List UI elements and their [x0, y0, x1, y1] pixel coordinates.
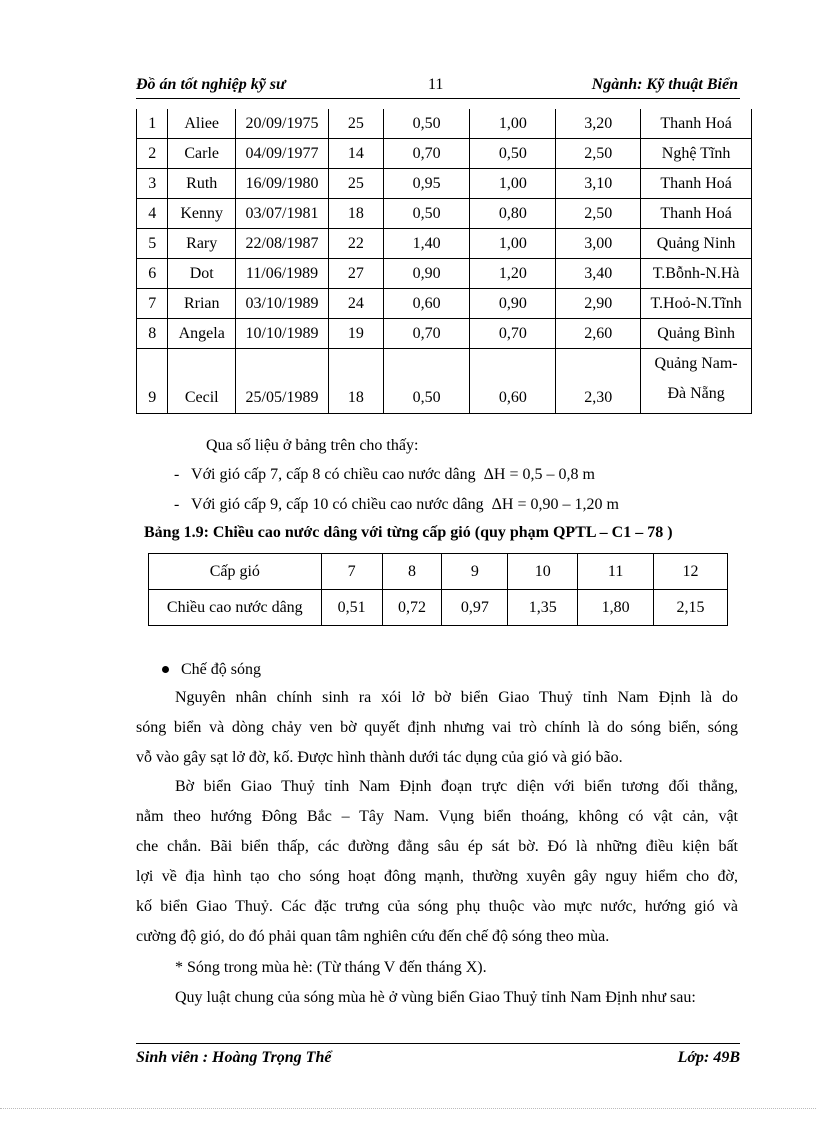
table-cell: 0,70	[383, 139, 470, 169]
table-cell: 10/10/1989	[236, 319, 329, 349]
table-cell: Cấp gió	[149, 554, 322, 590]
table-cell	[641, 349, 752, 414]
para2-line: kố biển Giao Thuỷ. Các đặc trưng của sóng phụ thuộc vào mực nước, hướng gió và	[136, 898, 738, 915]
table-cell: 0,70	[470, 319, 556, 349]
table-cell: 1,20	[470, 259, 556, 289]
table-cell: 2,50	[556, 199, 641, 229]
table-cell: 2,90	[556, 289, 641, 319]
table-cell: 1,40	[383, 229, 470, 259]
table-cell: 0,50	[383, 109, 470, 139]
intro-text: Qua số liệu ở bảng trên cho thấy:	[206, 437, 419, 454]
header-right: Ngành: Kỹ thuật Biển	[591, 76, 738, 93]
table-cell: 03/07/1981	[236, 199, 329, 229]
page-header	[136, 74, 738, 98]
table-cell: 25/05/1989	[236, 349, 329, 414]
table-cell: 0,60	[383, 289, 470, 319]
table-cell: 7	[321, 554, 382, 590]
table-cell: 18	[328, 349, 383, 414]
table-cell: 24	[328, 289, 383, 319]
table-row	[137, 349, 752, 414]
header-left: Đồ án tốt nghiệp kỹ sư	[136, 76, 286, 93]
table-row	[137, 229, 752, 259]
table-cell: 22	[328, 229, 383, 259]
table-cell: 12	[654, 554, 728, 590]
table-cell: 3,40	[556, 259, 641, 289]
section-heading	[162, 660, 261, 680]
table-cell: 0,50	[470, 139, 556, 169]
table-cell: Kenny	[168, 199, 236, 229]
para2-line: lợi về địa hình tạo cho sóng hoạt đông mạnh, thường xuyên gây nguy hiểm cho đờ,	[136, 868, 738, 885]
table-cell: 16/09/1980	[236, 169, 329, 199]
table-row	[137, 319, 752, 349]
table-cell: 0,50	[383, 199, 470, 229]
para1-line: vỗ vào gây sạt lở đờ, kố. Được hình thành dưới tác dụng của gió và gió bão.	[136, 749, 623, 766]
table-cell: Thanh Hoá	[641, 169, 752, 199]
table-cell: 22/08/1987	[236, 229, 329, 259]
para1-line: sóng biển và dòng chảy ven bờ quyết định nhưng vai trò chính là do sóng biển, sóng	[136, 719, 738, 736]
table-row	[137, 139, 752, 169]
table-cell: 2,30	[556, 349, 641, 414]
table-cell: 20/09/1975	[236, 109, 329, 139]
header-rule	[136, 98, 740, 99]
para2-line: cường độ gió, do đó phải quan tâm nghiên cứu đến chế độ sóng theo mùa.	[136, 928, 610, 945]
table-cell: 0,60	[470, 349, 556, 414]
table-row	[137, 109, 752, 139]
table-cell: 0,72	[382, 590, 442, 626]
table-cell: 8	[382, 554, 442, 590]
footer-class: Lớp: 49B	[677, 1049, 740, 1066]
table-cell: 2	[137, 139, 168, 169]
table-cell: 0,90	[383, 259, 470, 289]
table-cell: Ruth	[168, 169, 236, 199]
table-row	[149, 590, 728, 626]
table-cell: 3	[137, 169, 168, 199]
table-cell: 11/06/1989	[236, 259, 329, 289]
bullet-1: - Với gió cấp 7, cấp 8 có chiều cao nước dâng ΔH = 0,5 – 0,8 m	[174, 466, 595, 483]
table-cell: 0,80	[470, 199, 556, 229]
table-cell: Cecil	[168, 349, 236, 414]
table-cell: 2,50	[556, 139, 641, 169]
footer-rule	[136, 1043, 740, 1044]
table-cell: Angela	[168, 319, 236, 349]
table-cell: Aliee	[168, 109, 236, 139]
table-cell: Thanh Hoá	[641, 199, 752, 229]
page-footer	[136, 1049, 740, 1067]
table-cell: 27	[328, 259, 383, 289]
table-cell: 0,50	[383, 349, 470, 414]
table-cell: Nghệ Tĩnh	[641, 139, 752, 169]
bullet-2: - Với gió cấp 9, cấp 10 có chiều cao nước dâng ΔH = 0,90 – 1,20 m	[174, 496, 619, 513]
table-cell: Rary	[168, 229, 236, 259]
table-cell: 7	[137, 289, 168, 319]
page-number: 11	[428, 76, 444, 93]
footer-student: Sinh viên : Hoàng Trọng Thể	[136, 1049, 332, 1066]
table-cell: T.Bỗnh-N.Hà	[641, 259, 752, 289]
table-cell: 04/09/1977	[236, 139, 329, 169]
table-cell: 11	[578, 554, 654, 590]
paragraph-2	[136, 772, 738, 952]
table-cell: 9	[442, 554, 508, 590]
para1-line: Nguyên nhân chính sinh ra xói lở bờ biển Giao Thuỷ tỉnh Nam Định là do	[175, 689, 738, 706]
table-cell: 9	[137, 349, 168, 414]
table-caption: Bảng 1.9: Chiều cao nước dâng với từng cấp gió (quy phạm QPTL – C1 – 78 )	[144, 524, 673, 541]
table-cell: 2,15	[654, 590, 728, 626]
table-cell: 3,10	[556, 169, 641, 199]
table-cell: Carle	[168, 139, 236, 169]
table-row	[137, 289, 752, 319]
table-cell: 1,00	[470, 169, 556, 199]
table-cell: 03/10/1989	[236, 289, 329, 319]
table-cell: 5	[137, 229, 168, 259]
wind-level-table	[148, 553, 728, 626]
table-cell: 3,20	[556, 109, 641, 139]
table-cell: Quảng Bình	[641, 319, 752, 349]
table-cell: 6	[137, 259, 168, 289]
page-edge-dots	[0, 1108, 816, 1109]
table-cell: 0,70	[383, 319, 470, 349]
table-cell: 3,00	[556, 229, 641, 259]
table-cell: 0,97	[442, 590, 508, 626]
table-row	[149, 554, 728, 590]
paragraph-1	[136, 683, 738, 773]
table-cell: Chiều cao nước dâng	[149, 590, 322, 626]
table-cell: Thanh Hoá	[641, 109, 752, 139]
table-cell: 14	[328, 139, 383, 169]
section-title: Chế độ sóng	[181, 661, 261, 678]
table-cell: 0,90	[470, 289, 556, 319]
table-cell: 8	[137, 319, 168, 349]
table-row	[137, 169, 752, 199]
table-cell: 25	[328, 109, 383, 139]
table-cell: 0,51	[321, 590, 382, 626]
table-cell: 0,95	[383, 169, 470, 199]
table-cell: Dot	[168, 259, 236, 289]
para2-line: Bờ biển Giao Thuỷ tỉnh Nam Định đoạn trực diện với biển tương đối thẳng,	[175, 778, 738, 795]
table-cell: 1	[137, 109, 168, 139]
para2-line: nằm theo hướng Đông Bắc – Tây Nam. Vụng biển thoáng, không có vật cản, vật	[136, 808, 738, 825]
storm-surge-table	[136, 109, 752, 414]
table-row	[137, 259, 752, 289]
table-cell: 2,60	[556, 319, 641, 349]
table-cell: 1,35	[508, 590, 578, 626]
location-line: Đà Nẵng	[667, 385, 725, 402]
table-cell: Rrian	[168, 289, 236, 319]
table-cell: 19	[328, 319, 383, 349]
bullet-dot-icon	[162, 666, 169, 673]
para2-line: che chắn. Bãi biển thấp, các đường đẳng sâu ép sát bờ. Đó là những điều kiện bất	[136, 838, 738, 855]
location-line: Quảng Nam-	[654, 355, 738, 372]
table-cell: T.Hoỏ-N.Tĩnh	[641, 289, 752, 319]
table-cell: 1,00	[470, 109, 556, 139]
season-note: * Sóng trong mùa hè: (Từ tháng V đến tháng X).	[175, 959, 487, 976]
table-cell: 1,80	[578, 590, 654, 626]
table-cell: Quảng Ninh	[641, 229, 752, 259]
table-cell: 25	[328, 169, 383, 199]
table-cell: 18	[328, 199, 383, 229]
paragraph-3: Quy luật chung của sóng mùa hè ở vùng biển Giao Thuỷ tỉnh Nam Định như sau:	[175, 989, 696, 1006]
table-row	[137, 199, 752, 229]
table-cell: 10	[508, 554, 578, 590]
table-cell: 1,00	[470, 229, 556, 259]
table-cell: 4	[137, 199, 168, 229]
